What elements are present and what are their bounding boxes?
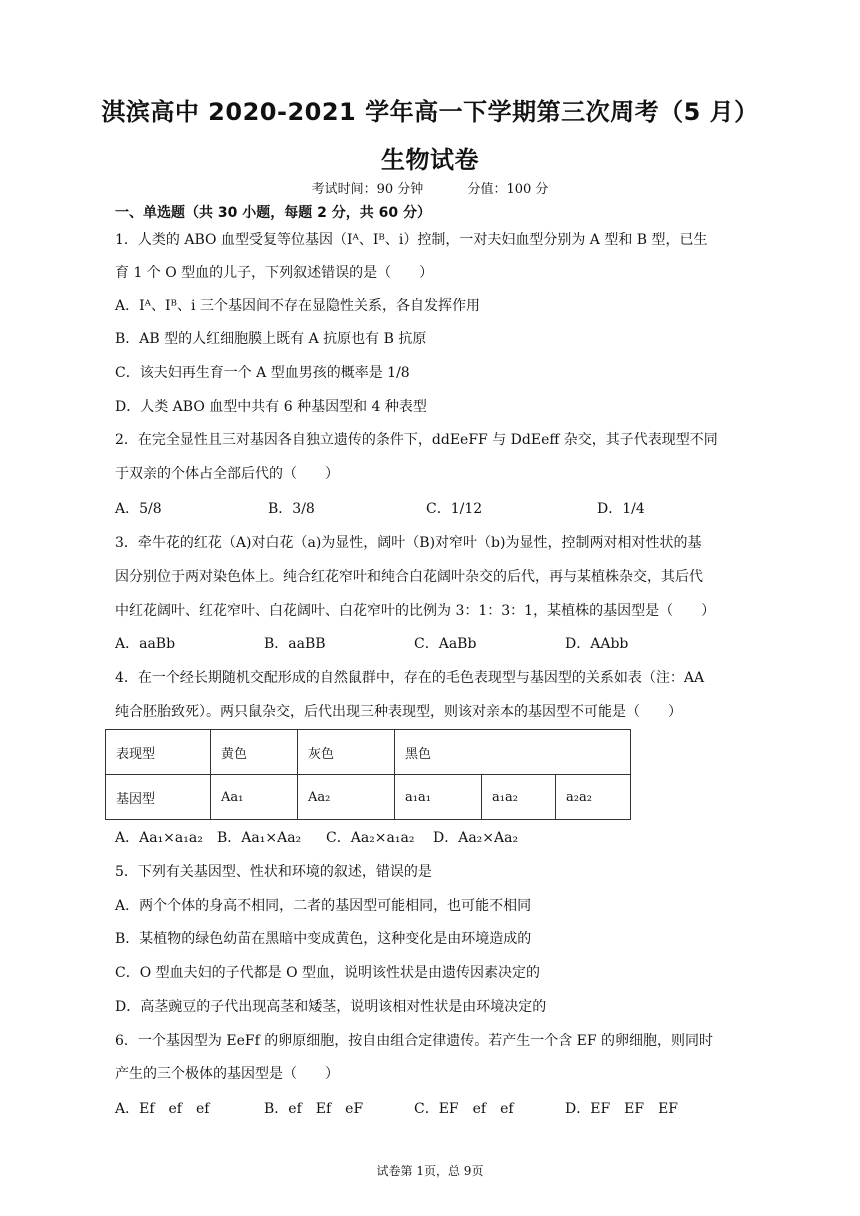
- question-4-option-b: B．Aa₁×Aa₂: [217, 830, 302, 846]
- table-cell: 黑色: [395, 730, 631, 775]
- question-6-line-1: 6．一个基因型为 EeFf 的卵原细胞，按自由组合定律遗传。若产生一个含 EF 的卵细胞，则同时: [115, 1033, 714, 1049]
- question-2-option-a: A．5/8: [115, 501, 162, 517]
- section-heading: 一、单选题（共 30 小题，每题 2 分，共 60 分）: [115, 205, 431, 221]
- question-2-option-c: C．1/12: [426, 501, 483, 517]
- genotype-table: [105, 729, 631, 820]
- exam-title: 淇滨高中 2020-2021 学年高一下学期第三次周考（5 月）: [101, 98, 759, 126]
- question-6-option-b: B．ef Ef eF: [264, 1101, 364, 1117]
- exam-time: 考试时间：90 分钟: [311, 182, 424, 197]
- question-1-option-d: D．人类 ABO 血型中共有 6 种基因型和 4 种表型: [115, 399, 427, 415]
- question-5-option-d: D．高茎豌豆的子代出现高茎和矮茎，说明该相对性状是由环境决定的: [115, 999, 547, 1015]
- question-3-option-a: A．aaBb: [115, 636, 176, 652]
- question-3-options: [115, 634, 628, 654]
- question-6-option-d: D．EF EF EF: [565, 1101, 679, 1117]
- question-1-line-1: 1．人类的 ABO 血型受复等位基因（Iᴬ、Iᴮ、i）控制，一对夫妇血型分别为 A 型和 B 型，已生: [115, 232, 708, 248]
- question-4-option-c: C．Aa₂×a₁a₂: [326, 830, 415, 846]
- question-5-option-a: A．两个个体的身高不相同，二者的基因型可能相同，也可能不相同: [115, 898, 532, 914]
- table-cell: 表现型: [106, 730, 211, 775]
- question-4-line-1: 4．在一个经长期随机交配形成的自然鼠群中，存在的毛色表现型与基因型的关系如表（注：AA: [115, 670, 705, 686]
- table-cell: 基因型: [106, 775, 211, 820]
- table-cell: 灰色: [298, 730, 395, 775]
- question-6-options: [115, 1099, 678, 1119]
- question-1-option-a: A．Iᴬ、Iᴮ、i 三个基因间不存在显隐性关系，各自发挥作用: [115, 298, 480, 314]
- question-2-option-b: B．3/8: [268, 501, 315, 517]
- question-6-line-2: 产生的三个极体的基因型是（ ）: [115, 1066, 339, 1082]
- table-cell: a₁a₁: [395, 775, 482, 820]
- question-3-option-b: B．aaBB: [264, 636, 326, 652]
- table-cell: 黄色: [211, 730, 298, 775]
- table-cell: a₂a₂: [556, 775, 631, 820]
- table-cell: a₁a₂: [482, 775, 556, 820]
- exam-subtitle: 生物试卷: [381, 146, 479, 174]
- question-3-line-3: 中红花阔叶、红花窄叶、白花阔叶、白花窄叶的比例为 3：1：3：1，某植株的基因型是（ ）: [115, 603, 716, 619]
- question-5-line-1: 5．下列有关基因型、性状和环境的叙述，错误的是: [115, 864, 432, 880]
- table-row: [106, 775, 631, 820]
- question-2-options: [115, 499, 645, 519]
- table-cell: Aa₂: [298, 775, 395, 820]
- question-4-option-d: D．Aa₂×Aa₂: [433, 830, 519, 846]
- question-2-option-d: D．1/4: [597, 501, 645, 517]
- question-3-line-2: 因分别位于两对染色体上。纯合红花窄叶和纯合白花阔叶杂交的后代，再与某植株杂交，其后代: [115, 569, 703, 585]
- exam-meta: [0, 178, 860, 197]
- question-4-option-a: A．Aa₁×a₁a₂: [115, 830, 203, 846]
- question-1-option-c: C．该夫妇再生育一个 A 型血男孩的概率是 1/8: [115, 365, 410, 381]
- question-3-line-1: 3．牵牛花的红花（A)对白花（a)为显性，阔叶（B)对窄叶（b)为显性，控制两对相对性状的基: [115, 535, 702, 551]
- question-6-option-c: C．EF ef ef: [414, 1101, 514, 1117]
- page-footer: 试卷第 1页，总 9页: [376, 1164, 484, 1178]
- table-cell: Aa₁: [211, 775, 298, 820]
- question-3-option-d: D．AAbb: [565, 636, 629, 652]
- question-1-line-2: 育 1 个 O 型血的儿子，下列叙述错误的是（ ）: [115, 265, 434, 281]
- question-3-option-c: C．AaBb: [414, 636, 477, 652]
- question-4-line-2: 纯合胚胎致死）。两只鼠杂交，后代出现三种表现型，则该对亲本的基因型不可能是（ ）: [115, 704, 682, 720]
- table-row: [106, 730, 631, 775]
- question-1-option-b: B．AB 型的人红细胞膜上既有 A 抗原也有 B 抗原: [115, 331, 427, 347]
- question-2-line-2: 于双亲的个体占全部后代的（ ）: [115, 466, 339, 482]
- question-5-option-c: C．O 型血夫妇的子代都是 O 型血，说明该性状是由遗传因素决定的: [115, 965, 541, 981]
- question-2-line-1: 2．在完全显性且三对基因各自独立遗传的条件下，ddEeFF 与 DdEeff 杂交，其子代表现型不同: [115, 432, 718, 448]
- question-4-options: [115, 828, 518, 848]
- exam-score: 分值：100 分: [467, 182, 549, 197]
- question-6-option-a: A．Ef ef ef: [115, 1101, 210, 1117]
- question-5-option-b: B．某植物的绿色幼苗在黑暗中变成黄色，这种变化是由环境造成的: [115, 931, 532, 947]
